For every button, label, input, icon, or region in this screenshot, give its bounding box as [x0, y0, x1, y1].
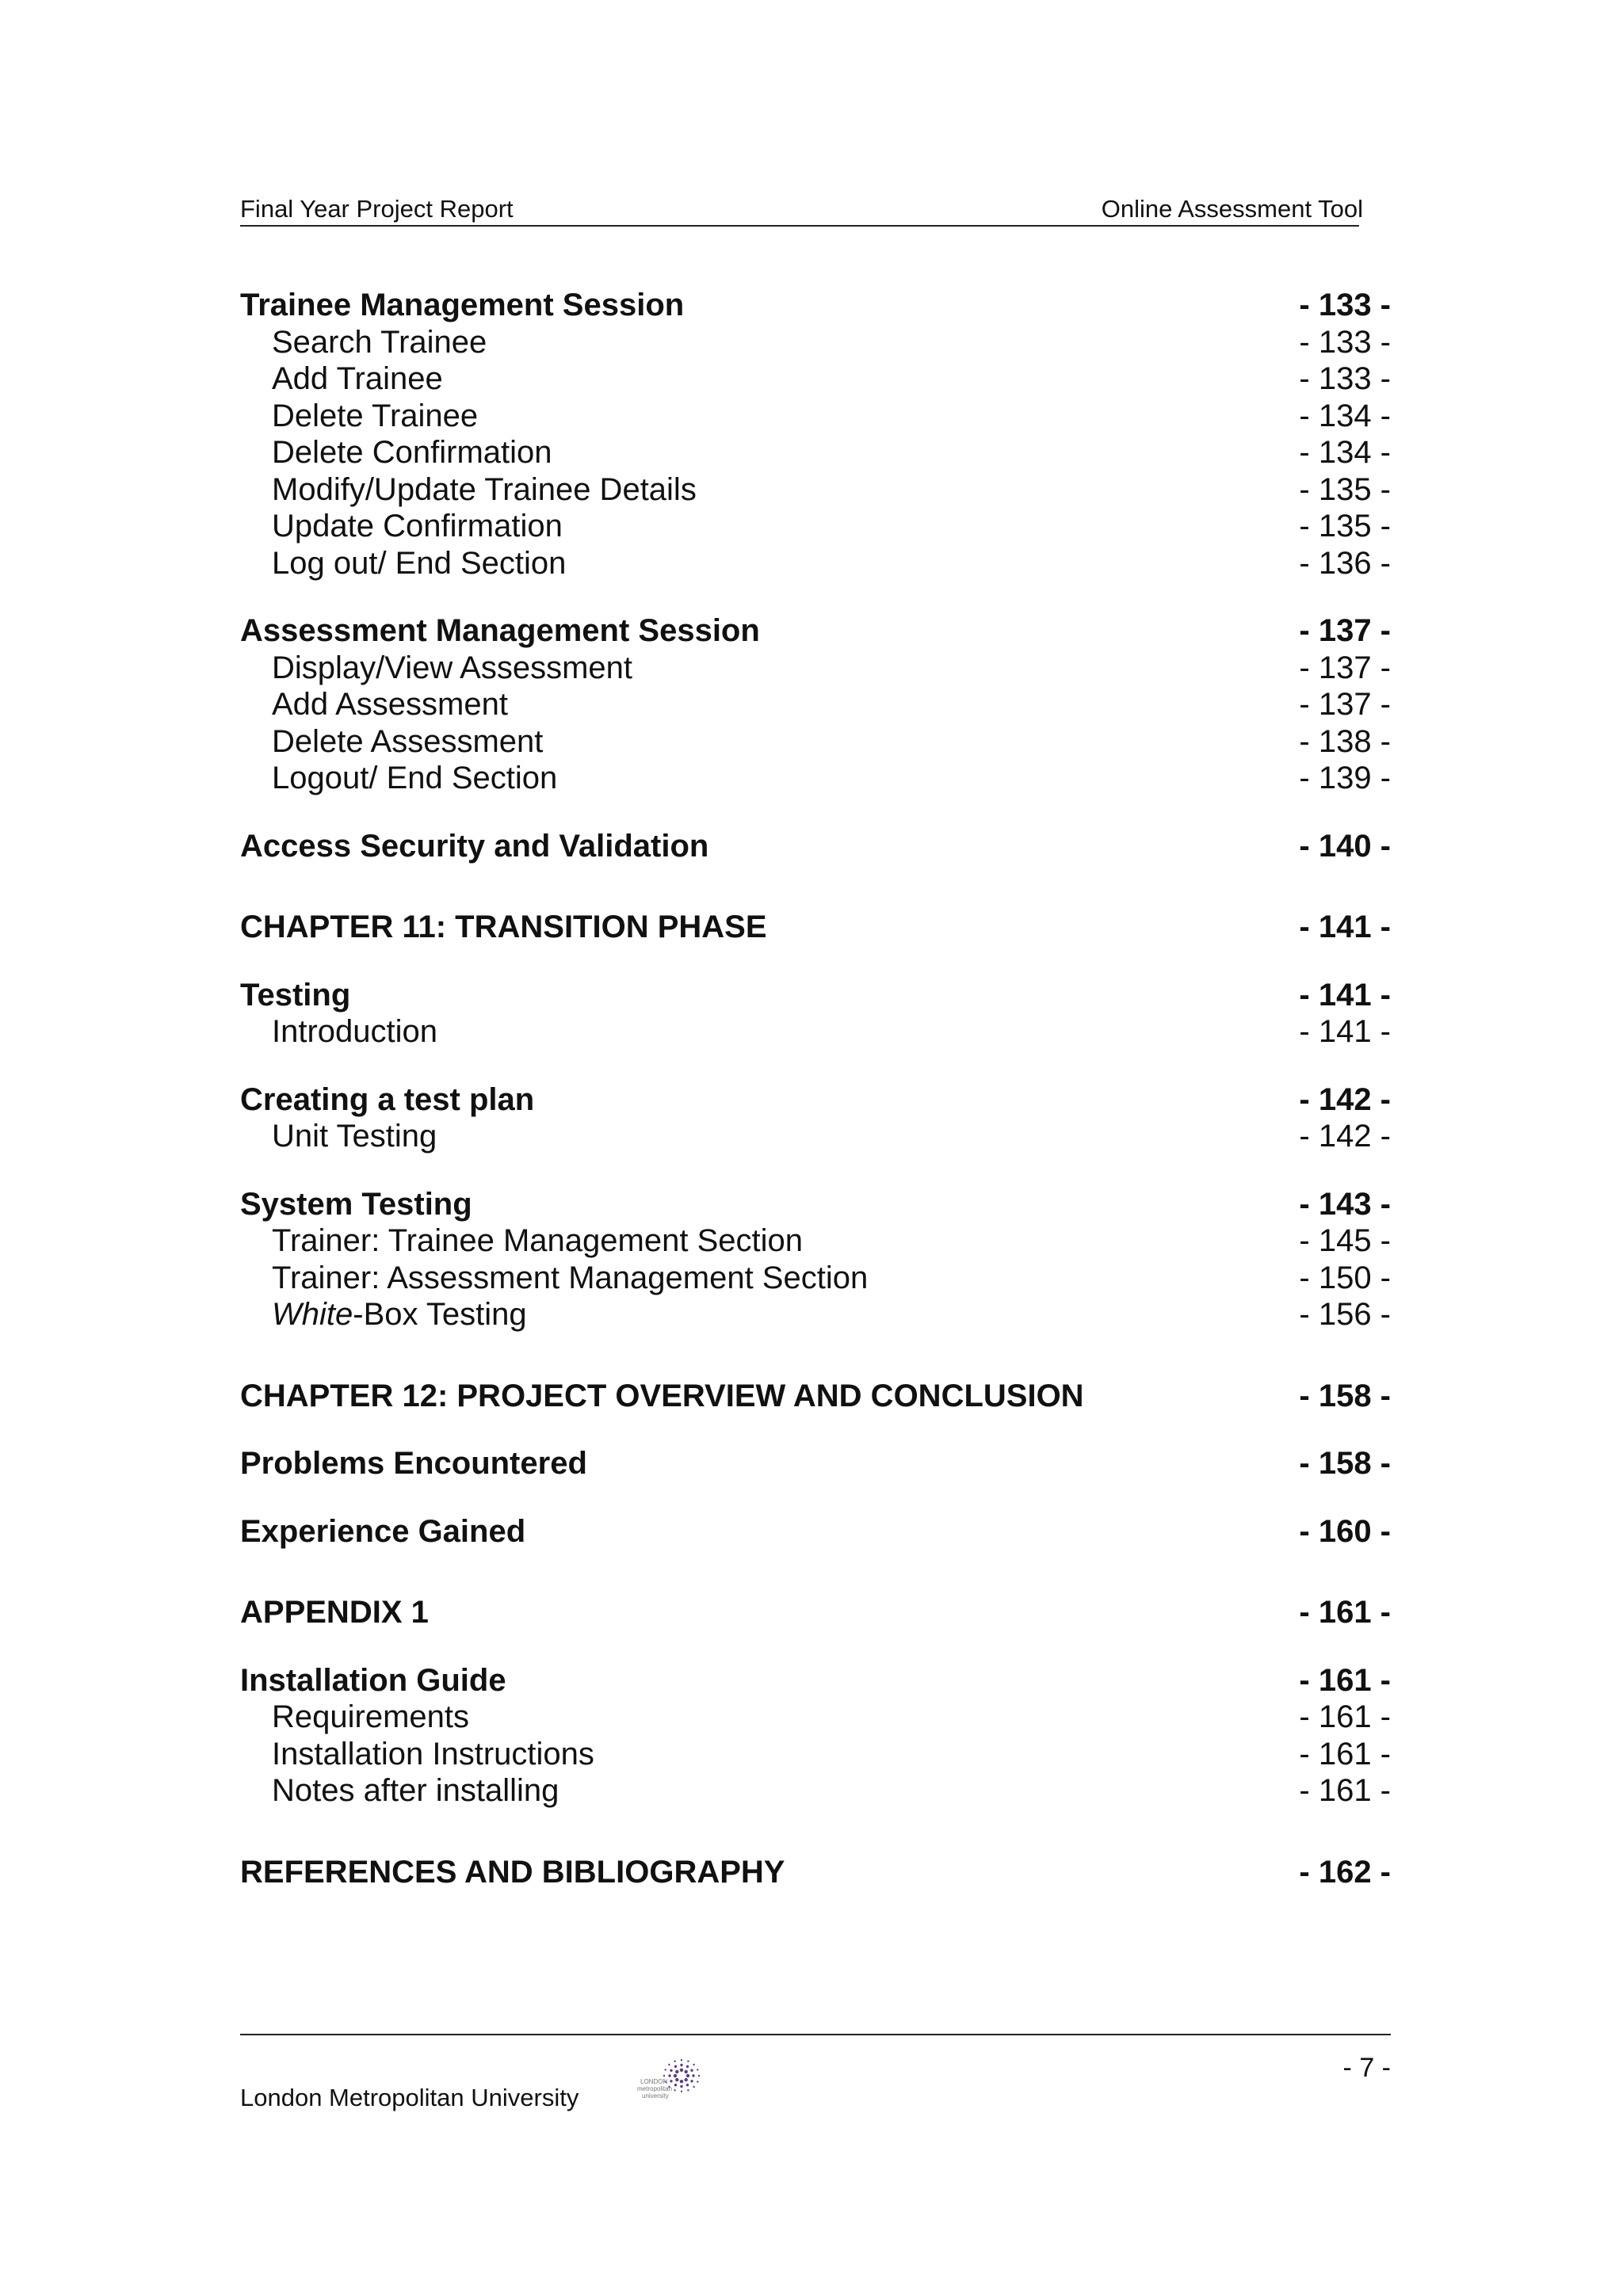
toc-heading-entry	[240, 1081, 1391, 1119]
toc-subentry-page: - 135 -	[1299, 471, 1391, 507]
toc-heading-page: - 137 -	[1299, 613, 1391, 648]
toc-subentry	[240, 545, 1391, 582]
toc-subentry-title: Notes after installing	[272, 1773, 559, 1808]
toc-subentry-title: Log out/ End Section	[272, 545, 567, 581]
toc-subentry	[240, 508, 1391, 545]
toc-heading-page: - 141 -	[1299, 910, 1391, 944]
university-logo-icon	[617, 2052, 704, 2107]
logo-dot	[670, 2080, 672, 2082]
toc-heading-title: REFERENCES AND BIBLIOGRAPHY	[240, 1854, 785, 1890]
toc-subentry-page: - 156 -	[1299, 1297, 1391, 1332]
logo-dot	[693, 2086, 694, 2088]
toc-heading-title: Installation Guide	[240, 1662, 506, 1698]
toc-heading-title: CHAPTER 12: PROJECT OVERVIEW AND CONCLUSION	[240, 1378, 1084, 1413]
toc-heading-page: - 162 -	[1299, 1854, 1391, 1890]
logo-dot	[681, 2091, 682, 2092]
logo-dot	[668, 2064, 670, 2065]
toc-subentry-page: - 141 -	[1299, 1014, 1391, 1049]
toc-heading-page: - 160 -	[1299, 1513, 1391, 1549]
toc-heading-page: - 140 -	[1299, 828, 1391, 864]
toc-section	[240, 1186, 1391, 1333]
toc-heading-page: - 161 -	[1299, 1662, 1391, 1698]
logo-dot	[674, 2061, 675, 2062]
toc-heading-entry	[240, 977, 1391, 1014]
toc-heading-title: Assessment Management Session	[240, 613, 760, 648]
toc-subentry-title: Delete Assessment	[272, 723, 544, 759]
toc-heading-page: - 158 -	[1299, 1446, 1391, 1481]
toc-subentry-title: Trainer: Trainee Management Section	[272, 1223, 803, 1258]
logo-dot	[663, 2075, 665, 2077]
table-of-contents	[240, 287, 1391, 1921]
toc-subentry	[240, 1118, 1391, 1155]
toc-section	[240, 1513, 1391, 1550]
logo-dot	[685, 2070, 688, 2073]
toc-heading-entry	[240, 909, 1391, 946]
toc-subentry	[240, 1772, 1391, 1810]
toc-section	[240, 1662, 1391, 1810]
toc-heading-title: Experience Gained	[240, 1513, 526, 1549]
logo-dot	[687, 2061, 689, 2062]
toc-subentry-title: Logout/ End Section	[272, 761, 558, 795]
footer-university-name: London Metropolitan University	[240, 2084, 579, 2111]
toc-subentry	[240, 1013, 1391, 1051]
page-header	[240, 193, 1363, 227]
logo-dot	[693, 2064, 694, 2065]
toc-subentry-page: - 161 -	[1299, 1699, 1391, 1734]
toc-section	[240, 1378, 1391, 1415]
toc-heading-page: - 161 -	[1299, 1595, 1391, 1630]
toc-section	[240, 1594, 1391, 1631]
toc-subentry-page: - 161 -	[1299, 1773, 1391, 1808]
logo-text-line-2: metropolitan	[637, 2085, 673, 2092]
toc-heading-entry	[240, 1854, 1391, 1891]
logo-dot	[685, 2078, 688, 2081]
logo-dot	[674, 2089, 675, 2091]
toc-heading-entry	[240, 612, 1391, 650]
toc-subentry-title	[272, 1296, 527, 1333]
logo-dot	[665, 2069, 666, 2070]
toc-heading-page: - 141 -	[1299, 977, 1391, 1013]
toc-subentry-title: Requirements	[272, 1699, 470, 1734]
toc-subentry-title: Delete Trainee	[272, 398, 479, 433]
toc-section	[240, 287, 1391, 582]
toc-heading-entry	[240, 1594, 1391, 1631]
logo-dot	[668, 2074, 670, 2077]
toc-heading-title: Testing	[240, 977, 351, 1013]
toc-subentry-page: - 145 -	[1299, 1223, 1391, 1258]
toc-subentry	[240, 324, 1391, 361]
toc-heading-title: Access Security and Validation	[240, 828, 709, 864]
toc-subentry-page: - 133 -	[1299, 361, 1391, 396]
logo-text-line-3: university	[642, 2092, 669, 2100]
toc-heading-title: CHAPTER 11: TRANSITION PHASE	[240, 910, 767, 944]
header-report-title: Final Year Project Report	[240, 195, 514, 223]
logo-dot	[674, 2074, 677, 2077]
logo-dot	[681, 2059, 682, 2061]
logo-dot	[674, 2065, 677, 2068]
toc-heading-entry	[240, 1513, 1391, 1550]
toc-subentry-page: - 138 -	[1299, 723, 1391, 759]
logo-dot	[680, 2085, 682, 2088]
logo-dot	[675, 2070, 678, 2073]
toc-section	[240, 909, 1391, 946]
toc-heading-entry	[240, 1186, 1391, 1223]
logo-text-line-1: LONDON	[640, 2078, 668, 2085]
toc-subentry-title: Delete Confirmation	[272, 435, 552, 470]
toc-subentry-title: Unit Testing	[272, 1119, 437, 1154]
toc-subentry	[240, 398, 1391, 435]
toc-subentry-page: - 136 -	[1299, 545, 1391, 581]
toc-heading-title: Creating a test plan	[240, 1081, 535, 1117]
toc-subentry-page: - 161 -	[1299, 1736, 1391, 1772]
logo-dot	[690, 2080, 693, 2082]
toc-subentry-page: - 137 -	[1299, 687, 1391, 722]
toc-subentry-page: - 150 -	[1299, 1260, 1391, 1295]
toc-subentry-title: Trainer: Assessment Management Section	[272, 1260, 869, 1295]
toc-subentry-title: Modify/Update Trainee Details	[272, 471, 697, 507]
toc-subentry-title: Search Trainee	[272, 324, 487, 360]
logo-dot	[692, 2074, 694, 2077]
logo-dot	[670, 2069, 672, 2072]
logo-dot	[698, 2075, 700, 2077]
toc-subentry	[240, 1699, 1391, 1736]
toc-heading-entry	[240, 1378, 1391, 1415]
toc-subentry	[240, 650, 1391, 687]
toc-subentry-page: - 137 -	[1299, 650, 1391, 685]
toc-heading-entry	[240, 1662, 1391, 1699]
logo-dot	[686, 2074, 689, 2077]
toc-subentry-page: - 134 -	[1299, 398, 1391, 433]
logo-dot	[697, 2069, 698, 2070]
toc-subentry-page: - 142 -	[1299, 1119, 1391, 1154]
toc-subentry	[240, 723, 1391, 761]
toc-section	[240, 1081, 1391, 1155]
toc-subentry	[240, 360, 1391, 398]
logo-dot	[686, 2084, 689, 2086]
toc-heading-title: APPENDIX 1	[240, 1595, 429, 1630]
logo-dot	[690, 2069, 693, 2072]
footer-divider	[240, 2034, 1391, 2035]
toc-subentry-title: Installation Instructions	[272, 1736, 594, 1772]
toc-subentry	[240, 1736, 1391, 1773]
toc-subentry	[240, 1260, 1391, 1297]
toc-subentry	[240, 471, 1391, 509]
logo-dot	[697, 2081, 698, 2082]
logo-dot	[680, 2069, 683, 2072]
toc-subentry-title: Add Trainee	[272, 361, 443, 396]
toc-subentry-page: - 135 -	[1299, 509, 1391, 543]
toc-subentry	[240, 1296, 1391, 1333]
toc-section	[240, 1854, 1391, 1891]
toc-section	[240, 612, 1391, 797]
toc-subentry-title: Introduction	[272, 1014, 438, 1049]
toc-heading-entry	[240, 287, 1391, 324]
toc-heading-entry	[240, 828, 1391, 865]
toc-subentry-title: Update Confirmation	[272, 509, 563, 543]
toc-heading-entry	[240, 1445, 1391, 1482]
toc-section	[240, 1445, 1391, 1482]
header-project-title: Online Assessment Tool	[1101, 195, 1363, 223]
toc-heading-page: - 133 -	[1299, 288, 1391, 322]
logo-dot	[680, 2080, 683, 2083]
logo-dot	[674, 2084, 677, 2086]
toc-heading-page: - 143 -	[1299, 1186, 1391, 1222]
toc-subentry-italic-prefix: White	[272, 1297, 353, 1332]
toc-heading-title: Trainee Management Session	[240, 288, 685, 322]
logo-dot	[675, 2078, 678, 2081]
logo-dot	[687, 2089, 689, 2091]
toc-heading-page: - 158 -	[1299, 1378, 1391, 1413]
toc-heading-title: Problems Encountered	[240, 1446, 587, 1481]
logo-dot	[686, 2065, 689, 2068]
toc-subentry-title: Add Assessment	[272, 687, 508, 722]
toc-section	[240, 828, 1391, 865]
toc-heading-page: - 142 -	[1299, 1081, 1391, 1117]
toc-subentry-title: Display/View Assessment	[272, 650, 632, 685]
toc-subentry-page: - 139 -	[1299, 761, 1391, 795]
toc-subentry-title-rest: -Box Testing	[353, 1297, 527, 1332]
logo-dot	[680, 2064, 682, 2066]
toc-section	[240, 977, 1391, 1051]
toc-subentry-page: - 134 -	[1299, 435, 1391, 470]
toc-subentry	[240, 1222, 1391, 1260]
toc-heading-title: System Testing	[240, 1186, 472, 1222]
toc-subentry	[240, 434, 1391, 471]
page-number: - 7 -	[1342, 2053, 1391, 2083]
toc-subentry	[240, 686, 1391, 723]
toc-subentry-page: - 133 -	[1299, 324, 1391, 360]
toc-subentry	[240, 760, 1391, 797]
